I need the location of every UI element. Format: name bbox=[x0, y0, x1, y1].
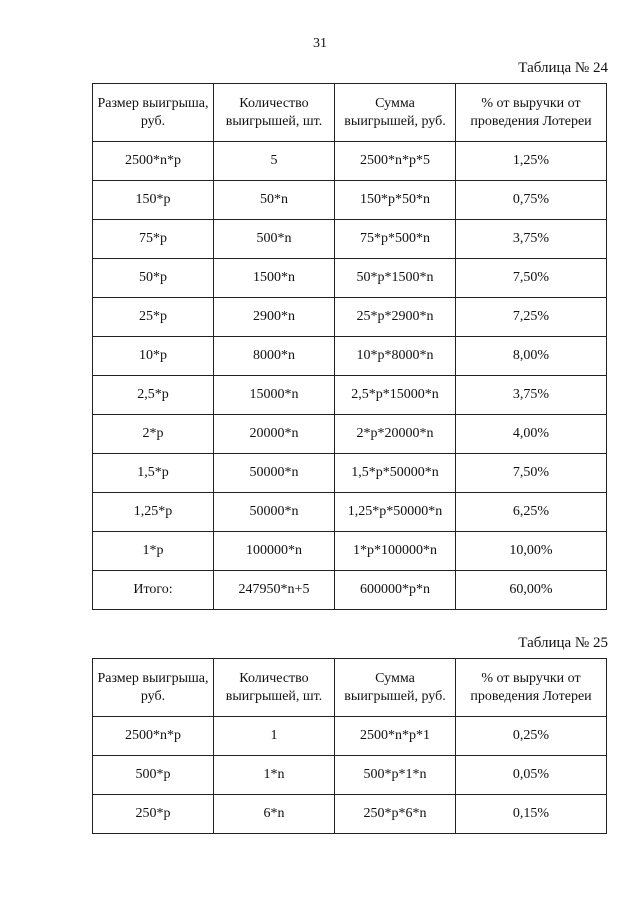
table-cell: 20000*n bbox=[214, 415, 335, 454]
table-cell: 150*p bbox=[93, 181, 214, 220]
table-cell: 2*p*20000*n bbox=[335, 415, 456, 454]
table-cell: 0,05% bbox=[456, 756, 607, 795]
table-cell: 500*p bbox=[93, 756, 214, 795]
table-cell: 1 bbox=[214, 717, 335, 756]
table-cell: 7,50% bbox=[456, 259, 607, 298]
total-row bbox=[93, 571, 607, 610]
table-row bbox=[93, 259, 607, 298]
table-cell: 250*p bbox=[93, 795, 214, 834]
table-24-caption: Таблица № 24 bbox=[518, 60, 608, 76]
table-cell: 1*p*100000*n bbox=[335, 532, 456, 571]
table-cell: 4,00% bbox=[456, 415, 607, 454]
table-row bbox=[93, 220, 607, 259]
page-number: 31 bbox=[313, 36, 327, 51]
table-cell: Итого: bbox=[93, 571, 214, 610]
table-cell: 150*p*50*n bbox=[335, 181, 456, 220]
table-cell: 0,25% bbox=[456, 717, 607, 756]
table-cell: 10*p*8000*n bbox=[335, 337, 456, 376]
table-row bbox=[93, 337, 607, 376]
table-row bbox=[93, 298, 607, 337]
table-cell: 2*p bbox=[93, 415, 214, 454]
table-cell: 25*p*2900*n bbox=[335, 298, 456, 337]
table-cell: 5 bbox=[214, 142, 335, 181]
table-25 bbox=[92, 658, 607, 834]
table-cell: 6*n bbox=[214, 795, 335, 834]
table-cell: 0,15% bbox=[456, 795, 607, 834]
table-row bbox=[93, 532, 607, 571]
table-cell: 50*p*1500*n bbox=[335, 259, 456, 298]
table-cell: 8000*n bbox=[214, 337, 335, 376]
table-cell: 7,25% bbox=[456, 298, 607, 337]
table-cell: 3,75% bbox=[456, 376, 607, 415]
table-cell: 50000*n bbox=[214, 493, 335, 532]
table-cell: 15000*n bbox=[214, 376, 335, 415]
table-cell: 1,5*p bbox=[93, 454, 214, 493]
table-row bbox=[93, 376, 607, 415]
table-25-caption: Таблица № 25 bbox=[518, 635, 608, 651]
table-row bbox=[93, 795, 607, 834]
table-cell: 1,25% bbox=[456, 142, 607, 181]
column-header: Размер выигрыша, руб. bbox=[93, 659, 214, 717]
table-cell: 1500*n bbox=[214, 259, 335, 298]
column-header: % от выручки от проведения Лотереи bbox=[456, 659, 607, 717]
table-cell: 1,5*p*50000*n bbox=[335, 454, 456, 493]
table-cell: 2900*n bbox=[214, 298, 335, 337]
table-cell: 10,00% bbox=[456, 532, 607, 571]
table-cell: 1,25*p bbox=[93, 493, 214, 532]
table-cell: 500*p*1*n bbox=[335, 756, 456, 795]
table-cell: 600000*p*n bbox=[335, 571, 456, 610]
table-cell: 0,75% bbox=[456, 181, 607, 220]
table-row bbox=[93, 493, 607, 532]
table-row bbox=[93, 717, 607, 756]
table-cell: 2,5*p bbox=[93, 376, 214, 415]
table-cell: 250*p*6*n bbox=[335, 795, 456, 834]
table-cell: 25*p bbox=[93, 298, 214, 337]
table-cell: 8,00% bbox=[456, 337, 607, 376]
table-row bbox=[93, 454, 607, 493]
table-cell: 75*p bbox=[93, 220, 214, 259]
table-row bbox=[93, 415, 607, 454]
column-header: % от выручки от проведения Лотереи bbox=[456, 84, 607, 142]
table-cell: 500*n bbox=[214, 220, 335, 259]
table-cell: 2,5*p*15000*n bbox=[335, 376, 456, 415]
table-cell: 100000*n bbox=[214, 532, 335, 571]
table-cell: 247950*n+5 bbox=[214, 571, 335, 610]
column-header: Количество выигрышей, шт. bbox=[214, 659, 335, 717]
table-header-row bbox=[93, 84, 607, 142]
table-cell: 2500*n*p bbox=[93, 717, 214, 756]
column-header: Сумма выигрышей, руб. bbox=[335, 659, 456, 717]
table-cell: 1,25*p*50000*n bbox=[335, 493, 456, 532]
table-header-row bbox=[93, 659, 607, 717]
table-row bbox=[93, 181, 607, 220]
table-cell: 50000*n bbox=[214, 454, 335, 493]
column-header: Количество выигрышей, шт. bbox=[214, 84, 335, 142]
table-cell: 1*p bbox=[93, 532, 214, 571]
table-cell: 75*p*500*n bbox=[335, 220, 456, 259]
column-header: Сумма выигрышей, руб. bbox=[335, 84, 456, 142]
table-cell: 1*n bbox=[214, 756, 335, 795]
table-cell: 7,50% bbox=[456, 454, 607, 493]
table-cell: 60,00% bbox=[456, 571, 607, 610]
table-cell: 2500*n*p*5 bbox=[335, 142, 456, 181]
table-row bbox=[93, 142, 607, 181]
table-cell: 2500*n*p bbox=[93, 142, 214, 181]
table-cell: 6,25% bbox=[456, 493, 607, 532]
table-24 bbox=[92, 83, 607, 610]
table-cell: 50*p bbox=[93, 259, 214, 298]
column-header: Размер выигрыша, руб. bbox=[93, 84, 214, 142]
table-row bbox=[93, 756, 607, 795]
table-cell: 10*p bbox=[93, 337, 214, 376]
table-cell: 2500*n*p*1 bbox=[335, 717, 456, 756]
table-cell: 3,75% bbox=[456, 220, 607, 259]
table-cell: 50*n bbox=[214, 181, 335, 220]
